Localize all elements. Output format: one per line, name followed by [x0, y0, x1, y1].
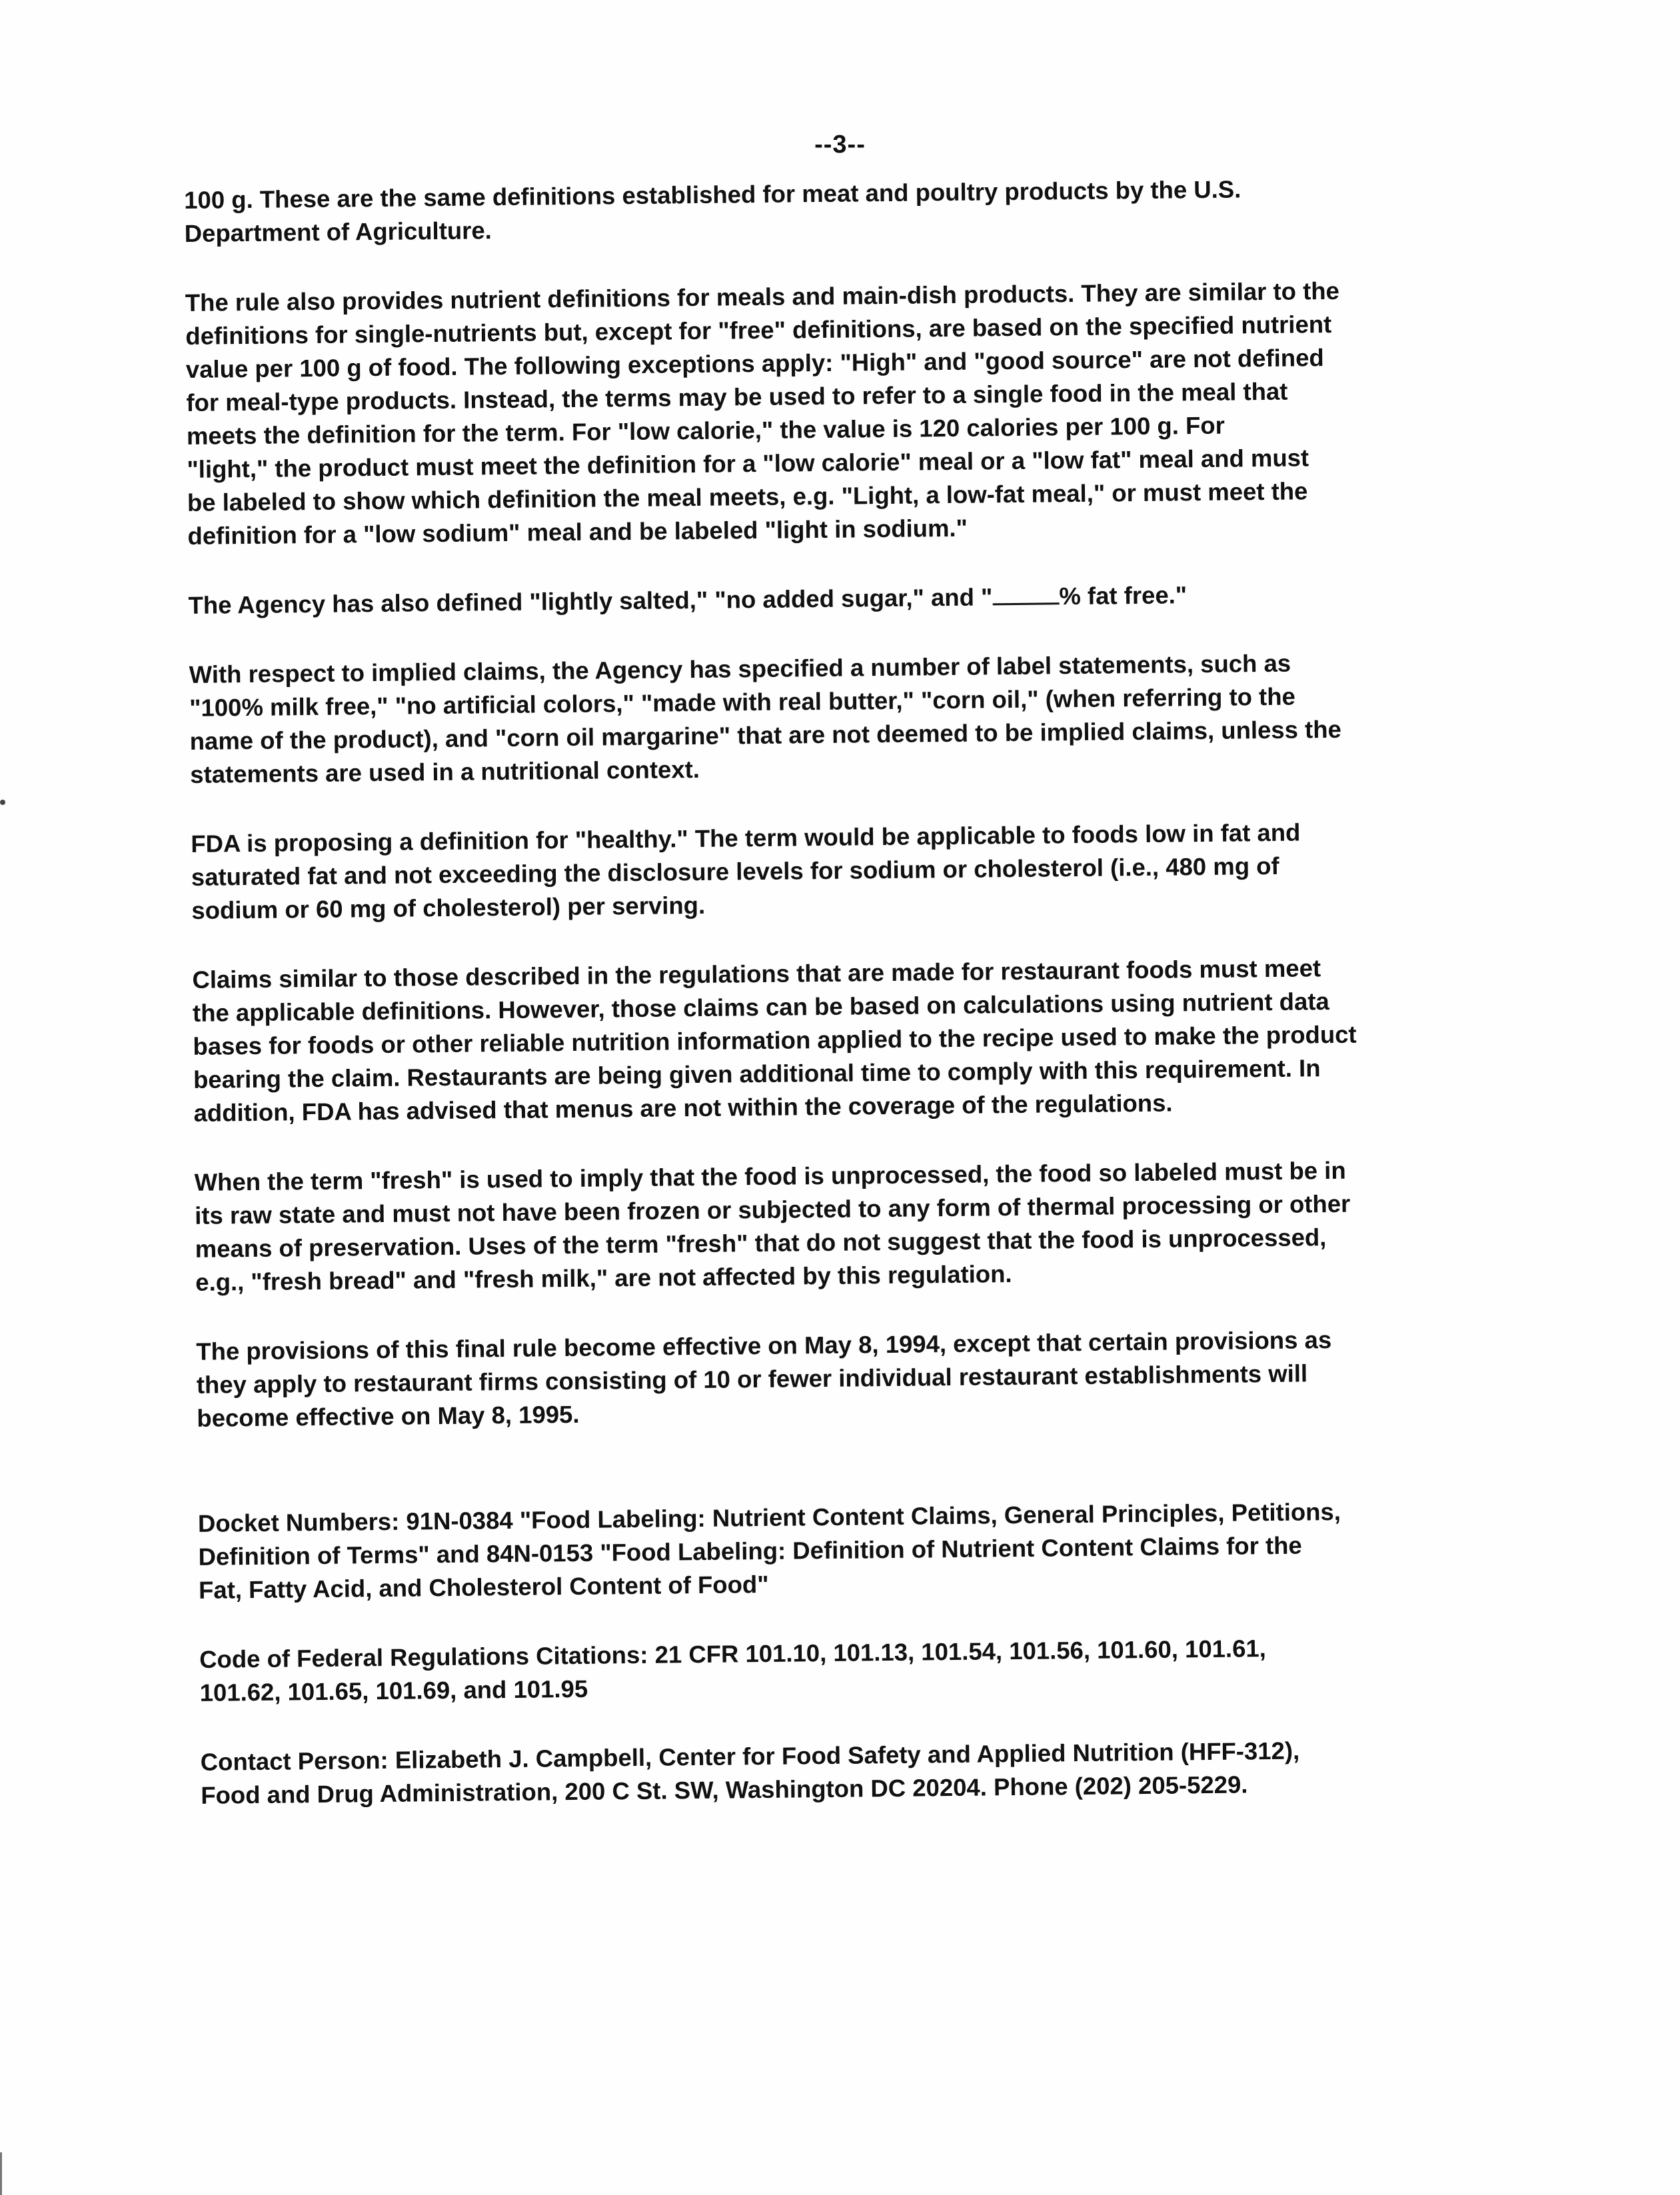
text-line	[188, 575, 1514, 622]
paragraph-2	[185, 273, 1514, 553]
contact-person	[201, 1732, 1527, 1813]
text-line: bearing the claim. Restaurants are being given additional time to comply with this requirement. In	[193, 1054, 1321, 1094]
docket-numbers-value: 91N-0384 "Food Labeling: Nutrient Content Claims, General Principles, Petitions,	[399, 1497, 1341, 1535]
text-line: bases for foods or other reliable nutrition information applied to the recipe used to make the product	[193, 1020, 1357, 1060]
text-line: When the term "fresh" is used to imply that the food is unprocessed, the food so labeled must be in	[194, 1156, 1346, 1196]
page-number: --3--	[814, 131, 866, 159]
docket-numbers	[198, 1493, 1525, 1607]
text-line: Department of Agriculture.	[184, 217, 492, 247]
paragraph-7	[194, 1152, 1521, 1299]
text-line: "light," the product must meet the definition for a "low calorie" meal or a "low fat" meal and must	[187, 444, 1309, 483]
text-line: "100% milk free," "no artificial colors," "made with real butter," "corn oil," (when referring to the	[189, 682, 1296, 722]
text-line: With respect to implied claims, the Agency has specified a number of label statements, such as	[189, 649, 1291, 688]
text-line: Claims similar to those described in the regulations that are made for restaurant foods must meet	[192, 954, 1321, 994]
text-line: The rule also provides nutrient definitions for meals and main-dish products. They are similar to the	[185, 277, 1340, 317]
paragraph-1	[184, 170, 1511, 251]
text-line: be labeled to show which definition the meal meets, e.g. "Light, a low-fat meal," or must meet the	[187, 477, 1308, 516]
text-line: Definition of Terms" and 84N-0153 "Food Labeling: Definition of Nutrient Content Claims for the	[198, 1531, 1302, 1571]
text-line: 100 g. These are the same definitions established for meat and poultry products by the U.S.	[184, 175, 1242, 214]
text-line: for meal-type products. Instead, the terms may be used to refer to a single food in the meal that	[186, 377, 1288, 416]
text-line: statements are used in a nutritional context.	[190, 755, 700, 788]
paragraph-3	[188, 575, 1514, 622]
text-line: 101.62, 101.65, 101.69, and 101.95	[199, 1675, 588, 1707]
contact-person-value: Elizabeth J. Campbell, Center for Food Safety and Applied Nutrition (HFF-312),	[388, 1737, 1300, 1774]
paragraph-6	[192, 950, 1520, 1130]
text-after-blank: % fat free."	[1059, 581, 1188, 610]
paragraph-4	[189, 644, 1516, 792]
references-section	[198, 1493, 1527, 1813]
text-line: the applicable definitions. However, those claims can be based on calculations using nutrient data	[192, 988, 1329, 1027]
text-before-blank: The Agency has also defined "lightly salted," "no added sugar," and "	[188, 583, 993, 619]
text-line: means of preservation. Uses of the term "fresh" that do not suggest that the food is unprocessed,	[195, 1223, 1327, 1263]
text-line: value per 100 g of food. The following exceptions apply: "High" and "good source" are not defined	[185, 344, 1324, 383]
scan-speck	[0, 800, 5, 805]
text-line: The provisions of this final rule become effective on May 8, 1994, except that certain provisions as	[196, 1326, 1332, 1365]
cfr-citations-value: 21 CFR 101.10, 101.13, 101.54, 101.56, 101.60, 101.61,	[648, 1635, 1267, 1669]
text-line: they apply to restaurant firms consisting of 10 or fewer individual restaurant establishments will	[196, 1359, 1308, 1399]
text-line: meets the definition for the term. For "low calorie," the value is 120 calories per 100 g. For	[186, 411, 1226, 450]
text-line: become effective on May 8, 1995.	[197, 1400, 580, 1432]
text-line: definitions for single-nutrients but, except for "free" definitions, are based on the specified nutrient	[185, 310, 1332, 350]
text-line: addition, FDA has advised that menus are not within the coverage of the regulations.	[193, 1089, 1173, 1127]
text-line: FDA is proposing a definition for "healthy." The term would be applicable to foods low in fat and	[191, 818, 1301, 858]
docket-numbers-label: Docket Numbers:	[197, 1507, 400, 1537]
text-line: definition for a "low sodium" meal and be labeled "light in sodium."	[187, 514, 968, 550]
scan-edge-mark	[0, 2152, 2, 2195]
contact-person-label: Contact Person:	[200, 1746, 389, 1776]
paragraph-8	[196, 1321, 1523, 1435]
document-body	[184, 170, 1527, 1848]
text-line: Food and Drug Administration, 200 C St. SW, Washington DC 20204. Phone (202) 205-5229.	[201, 1771, 1248, 1809]
fill-in-blank	[992, 582, 1059, 605]
text-line: saturated fat and not exceeding the disclosure levels for sodium or cholesterol (i.e., 480 mg of	[191, 852, 1279, 891]
cfr-citations	[199, 1629, 1526, 1710]
text-line: its raw state and must not have been frozen or subjected to any form of thermal processing or other	[195, 1189, 1351, 1229]
text-line: name of the product), and "corn oil margarine" that are not deemed to be implied claims, unless the	[189, 715, 1342, 755]
text-line: Fat, Fatty Acid, and Cholesterol Content of Food"	[198, 1570, 769, 1604]
cfr-citations-label: Code of Federal Regulations Citations:	[199, 1641, 648, 1673]
text-line: sodium or 60 mg of cholesterol) per serving.	[191, 891, 706, 924]
paragraph-5	[191, 814, 1517, 928]
text-line: e.g., "fresh bread" and "fresh milk," are not affected by this regulation.	[195, 1260, 1012, 1296]
